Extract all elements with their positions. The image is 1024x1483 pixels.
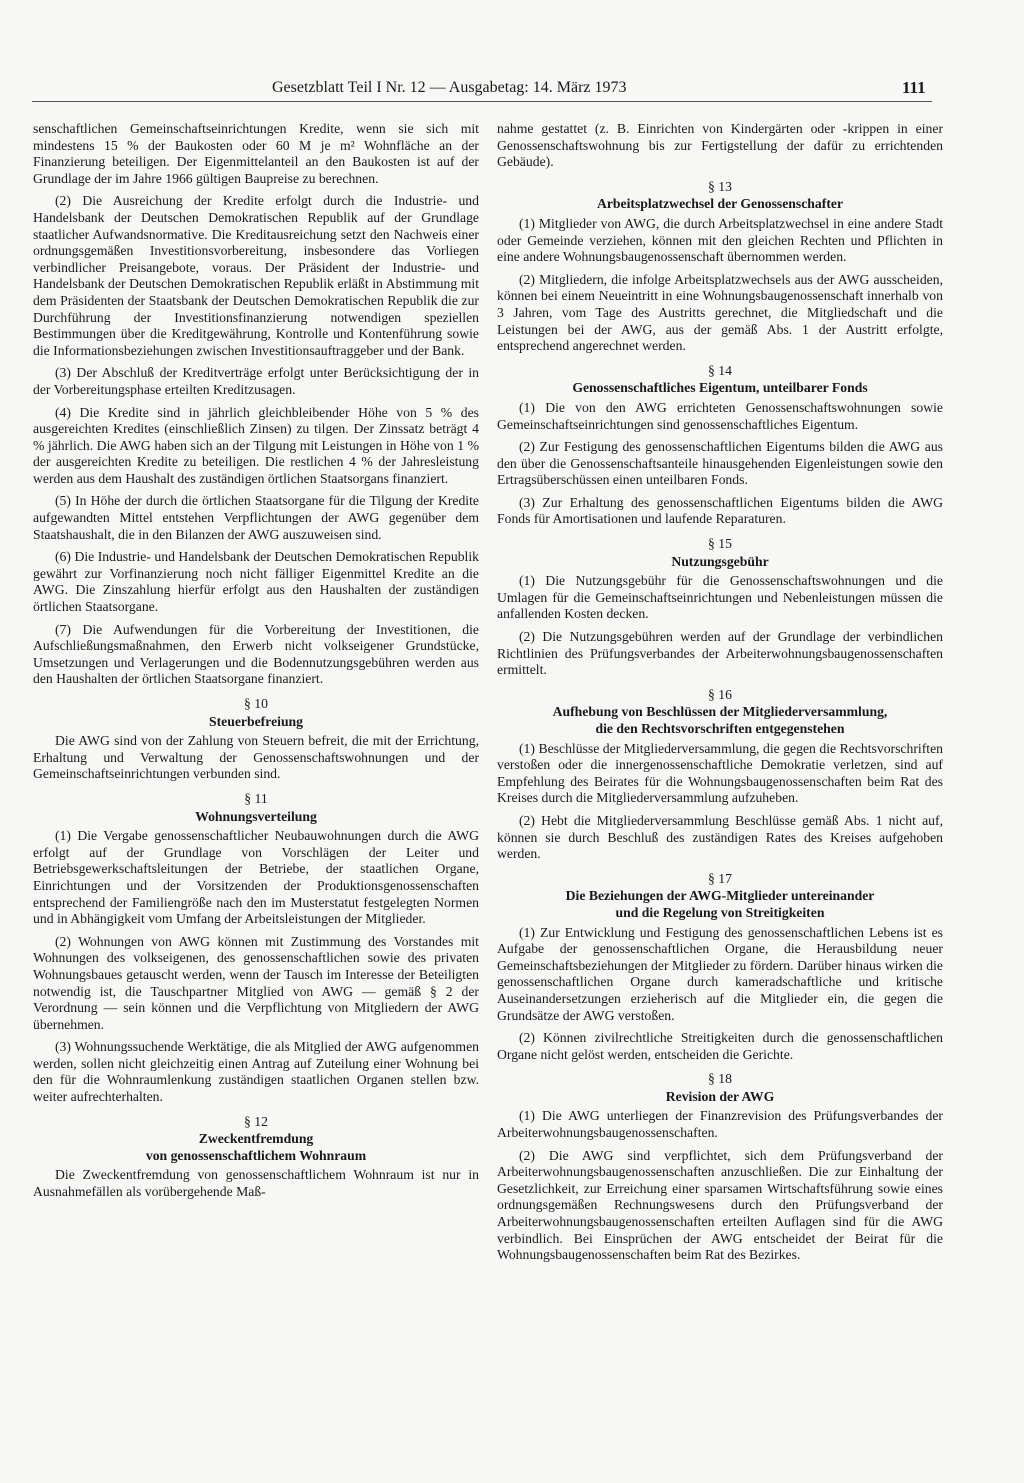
paragraph: (2) Die Nutzungsgebühren werden auf der Grundlage der verbindlichen Richtlinien des Prüfungsverbandes der Arbeiterwohnungsbaugenossenschaften ermittelt. (497, 629, 943, 678)
section-title (33, 809, 479, 826)
section-number: § 12 (244, 1113, 268, 1129)
section-title-line: und die Regelung von Streitigkeiten (615, 904, 825, 920)
paragraph: (5) In Höhe der durch die örtlichen Staatsorgane für die Tilgung der Kredite aufgewandten Mittel entstehen Verpflichtungen der AWG gegenüber dem Staatshaushalt, die in den Bilanzen der AWG auszuweisen sind. (33, 493, 479, 542)
section-title (33, 1131, 479, 1164)
section-title-line: Aufhebung von Beschlüssen der Mitgliederversammlung, (552, 704, 888, 720)
section-title (497, 380, 943, 397)
paragraph: (2) Wohnungen von AWG können mit Zustimmung des Vorstandes mit Wohnungen des volkseigenen, des genossenschaftlichen sowie des privaten Wohnungsbaues getauscht werden, wenn der Tausch im Interesse der Beteiligten notwendig ist, die Tauschpartner Mitglied von AWG — gemäß § 2 der Verordnung — sein können und die Verpflichtung von Mitgliedern der AWG übernehmen. (33, 933, 479, 1032)
section-title-line: Wohnungsverteilung (195, 808, 317, 824)
paragraph: (1) Zur Entwicklung und Festigung des genossenschaftlichen Lebens ist es Aufgabe der genossenschaftlichen Organe, die Herausbildung neuer Gemeinschaftsbeziehungen der Mitglieder zu fördern. Darüber hinaus wirken die genossenschaftlichen Organe durch kameradschaftliche und kritische Auseinandersetzungen erzieherisch auf die Mitglieder ein, die gegen die Grundsätze der AWG verstoßen. (497, 924, 943, 1023)
section-title-line: Arbeitsplatzwechsel der Genossenschafter (596, 196, 844, 212)
section-title-line: Genossenschaftliches Eigentum, unteilbarer Fonds (572, 380, 868, 396)
section-title-line: die den Rechtsvorschriften entgegenstehen (595, 721, 845, 736)
section-number: § 11 (244, 790, 268, 806)
left-column (33, 121, 479, 1207)
section-title-line: von genossenschaftlichem Wohnraum (145, 1147, 367, 1163)
paragraph: (2) Hebt die Mitgliederversammlung Beschlüsse gemäß Abs. 1 nicht auf, können sie durch Beschluß des zuständigen Rates des Kreises aufgehoben werden. (497, 812, 943, 862)
paragraph: Die AWG sind von der Zahlung von Steuern befreit, die mit der Errichtung, Erhaltung und Verwaltung der Genossenschaftswohnungen und der Gemeinschaftseinrichtungen verbunden sind. (33, 733, 479, 782)
section-title-line: Die Beziehungen der AWG-Mitglieder untereinander (565, 888, 875, 904)
gazette-title: Gesetzblatt Teil I Nr. 12 — Ausgabetag: 14. März 1973 (272, 79, 627, 96)
section-title (497, 1089, 943, 1106)
section-title-line: Zweckentfremdung (198, 1131, 314, 1147)
section-number: § 15 (708, 536, 732, 552)
section-number: § 14 (708, 362, 732, 378)
paragraph: (3) Wohnungssuchende Werktätige, die als Mitglied der AWG aufgenommen werden, sollen nicht gleichzeitig einen Antrag auf Zuteilung einer Wohnung bei den für die Wohnraumlenkung zuständigen staatlichen Organen stellen bzw. weiter aufrechterhalten. (33, 1039, 479, 1105)
paragraph: Die Zweckentfremdung von genossenschaftlichem Wohnraum ist nur in Ausnahmefällen als vorübergehende Maß- (33, 1167, 479, 1200)
section-number: § 18 (708, 1071, 732, 1087)
section-number: § 17 (708, 870, 732, 886)
paragraph: (1) Die von den AWG errichteten Genossenschaftswohnungen sowie Gemeinschaftseinrichtungen sind genossenschaftliches Eigentum. (497, 399, 943, 432)
paragraph: (2) Mitgliedern, die infolge Arbeitsplatzwechsels aus der AWG ausscheiden, können bei einem Neueintritt in eine Wohnungsbaugenossenschaft innerhalb von 3 Jahren, vom Tage des Austritts gerechnet, die Mitgliedschaft und die Leistungen bei der AWG, aus der gemäß Abs. 1 der Austritt erfolgte, entsprechend angerechnet werden. (497, 271, 943, 354)
section-number: § 10 (244, 696, 268, 711)
header-rule (32, 101, 932, 102)
paragraph: (1) Beschlüsse der Mitgliederversammlung, die gegen die Rechtsvorschriften verstoßen oder die innergenossenschaftliche Demokratie verletzen, sind auf Empfehlung des Beirates für die Wohnungsbaugenossenschaften beim Rat des Kreises durch die Mitgliederversammlung aufzuheben. (497, 740, 943, 806)
section-title-line: Steuerbefreiung (208, 713, 304, 729)
paragraph: (1) Mitglieder von AWG, die durch Arbeitsplatzwechsel in eine andere Stadt oder Gemeinde verziehen, können mit den gleichen Rechten und Pflichten in eine andere Wohnungsbaugenossenschaft übernommen werden. (497, 215, 943, 265)
section-title-line: Revision der AWG (665, 1088, 775, 1104)
paragraph: nahme gestattet (z. B. Einrichten von Kindergärten oder -krippen in einer Genossenschaftswohnung bis zur Fertigstellung der dafür zu errichtenden Gebäude). (497, 121, 943, 170)
section-title (497, 704, 943, 737)
section-number: § 13 (708, 178, 732, 194)
section-title-line: Nutzungsgebühr (671, 553, 769, 569)
paragraph: senschaftlichen Gemeinschaftseinrichtungen Kredite, wenn sie sich mit mindestens 15 % der Baukosten oder 60 M je m² Wohnfläche an der Finanzierung beteiligen. Der Eigenmittelanteil an den Baukosten ist auf der Grundlage der im Jahre 1966 gültigen Baupreise zu berechnen. (33, 121, 479, 186)
paragraph: (1) Die Nutzungsgebühr für die Genossenschaftswohnungen und die Umlagen für die Gemeinschaftseinrichtungen und Nebenleistungen müssen die anfallenden Kosten decken. (497, 573, 943, 622)
paragraph: (2) Können zivilrechtliche Streitigkeiten durch die genossenschaftlichen Organe nicht gelöst werden, entscheiden die Gerichte. (497, 1030, 943, 1062)
paragraph: (1) Die Vergabe genossenschaftlicher Neubauwohnungen durch die AWG erfolgt auf der Grundlage von Vorschlägen der Leiter und Betriebsgewerkschaftsleitungen der Betriebe, der staatlichen Organe, Einrichtungen und der Vorsitzenden der Produktionsgenossenschaften entsprechend der Familiengröße nach den im Musterstatut festgelegten Normen und in Abhängigkeit vom Umfang der Arbeitsleistungen der Mitglieder. (33, 828, 479, 927)
paragraph: (2) Die AWG sind verpflichtet, sich dem Prüfungsverband der Arbeiterwohnungsbaugenossenschaften anzuschließen. Die zur Einhaltung der Gesetzlichkeit, zur Erreichung einer sparsamen Wirtschaftsführung sowie eines ordnungsgemäßen Rechnungswesens durch den Prüfungsverband der Arbeiterwohnungsbaugenossenschaften erteilten Auflagen sind für die AWG verbindlich. Bei Einsprüchen der AWG entscheidet der Beirat für die Wohnungsbaugenossenschaften beim Rat des Bezirkes. (497, 1147, 943, 1263)
page-number: 111 (902, 78, 926, 97)
paragraph: (3) Der Abschluß der Kreditverträge erfolgt unter Berücksichtigung der in der Vorbereitungsphase erteilten Kreditzusagen. (33, 365, 479, 397)
section-title (33, 714, 479, 731)
paragraph: (2) Zur Festigung des genossenschaftlichen Eigentums bilden die AWG aus den über die Genossenschaftsanteile hinausgehenden Eigenleistungen sowie den Ertragsüberschüssen einen unteilbaren Fonds. (497, 439, 943, 488)
section-title (497, 196, 943, 213)
paragraph: (3) Zur Erhaltung des genossenschaftlichen Eigentums bilden die AWG Fonds für Amortisationen und laufende Reparaturen. (497, 494, 943, 527)
right-column (497, 121, 943, 1270)
paragraph: (1) Die AWG unterliegen der Finanzrevision des Prüfungsverbandes der Arbeiterwohnungsbaugenossenschaften. (497, 1108, 943, 1141)
section-number: § 16 (708, 686, 732, 702)
paragraph: (7) Die Aufwendungen für die Vorbereitung der Investitionen, die Aufschließungsmaßnahmen, den Erwerb nicht volkseigener Grundstücke, Umsetzungen und Verlagerungen und die Bodennutzungsgebühren werden aus den Haushalten der örtlichen Staatsorgane finanziert. (33, 621, 479, 687)
paragraph: (2) Die Ausreichung der Kredite erfolgt durch die Industrie- und Handelsbank der Deutschen Demokratischen Republik auf der Grundlage staatlicher Aufwandsnormative. Die Kreditausreichung setzt den Nachweis einer ordnungsgemäßen Investitionsvorbereitung, insbesondere das Vorliegen verbindlicher Preisangebote, voraus. Der Präsident der Industrie- und Handelsbank der Deutschen Demokratischen Republik erläßt in Abstimmung mit dem Präsidenten der Staatsbank der Deutschen Demokratischen Republik die zur Durchführung der Investitionsfinanzierung notwendigen speziellen Bestimmungen über die Kreditgewährung, Kontrolle und Kontenführung sowie die Informationsbeziehungen zwischen Investitionsauftraggeber und der Bank. (33, 193, 479, 358)
section-title (497, 888, 943, 921)
section-title (497, 554, 943, 571)
paragraph: (4) Die Kredite sind in jährlich gleichbleibender Höhe von 5 % des ausgereichten Kredites (einschließlich Zinsen) zu tilgen. Der Zinssatz beträgt 4 % jährlich. Die AWG haben sich an der Tilgung mit Leistungen in Höhe von 1 % der ausgereichten Kredite zu beteiligen. Die restlichen 4 % der Jahresleistung werden aus dem Haushalt des zuständigen örtlichen Staatsorgans finanziert. (33, 404, 479, 486)
paragraph: (6) Die Industrie- und Handelsbank der Deutschen Demokratischen Republik gewährt zur Vorfinanzierung noch nicht fälliger Eigenmittel Kredite an die AWG. Die Zinszahlung hierfür erfolgt aus den Haushalten der zuständigen örtlichen Staatsorgane. (33, 549, 479, 615)
